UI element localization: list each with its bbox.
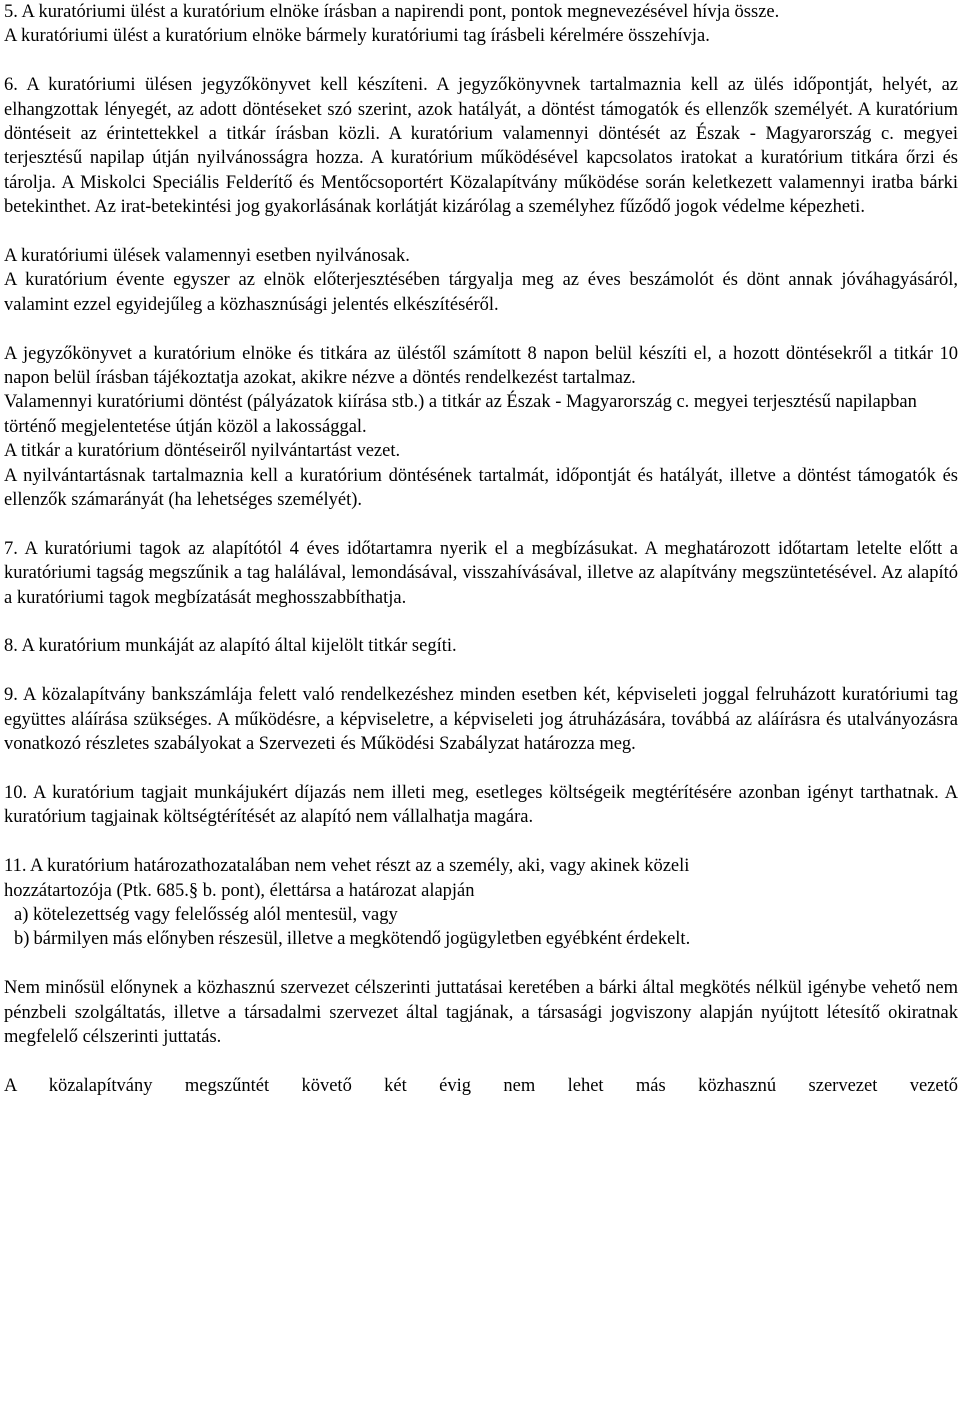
- spacer: [4, 830, 958, 854]
- paragraph-6-minutes: 6. A kuratóriumi ülésen jegyzőkönyvet kell készíteni. A jegyzőkönyvnek tartalmaznia kell az ülés időpontját, helyét, az elhangzottak lényegét, az adott döntéseket szó szerint, azok hatályát, a döntést támogatók és ellenzők személyét. A kuratórium döntéseit az érintettekkel a titkár írásban közli. A kuratórium valamennyi döntését az Észak - Magyarország c. megyei terjesztésű napilap útján nyilvánosságra hozza. A kuratórium működésével kapcsolatos iratokat a kuratórium titkára őrzi és tárolja. A Miskolci Speciális Felderítő és Mentőcsoportért Közalapítvány működése során keletkezett valamennyi iratba bárki betekinthet. Az irat-betekintési jog gyakorlásának korlátját kizárólag a személyhez fűződő jogok védelme képezheti.: [4, 75, 958, 218]
- paragraph-9-bank-account: 9. A közalapítvány bankszámlája felett való rendelkezéshez minden esetben két, képviseleti joggal felruházott kuratóriumi tag együttes aláírása szükséges. A működésre, a képviseletre, a képviseleti jog átruházására, továbbá az aláírásra és utalványozásra vonatkozó részletes szabályokat a Szervezeti és Működési Szabályzat határozza meg.: [4, 685, 958, 755]
- paragraph-6-annual-report: A kuratórium évente egyszer az elnök előterjesztésében tárgyalja meg az éves beszámolót és dönt annak jóváhagyásáról, valamint ezzel egyidejűleg a közhasznúsági jelentés elkészítéséről.: [4, 270, 958, 315]
- spacer: [4, 220, 958, 244]
- paragraph-6-minutes-deadline: A jegyzőkönyvet a kuratórium elnöke és titkára az üléstől számított 8 napon belül készíti el, a hozott döntésekről a titkár 10 napon belül írásban tájékoztatja azokat, akikre nézve a döntés rendelkezést tartalmaz.: [4, 343, 958, 389]
- paragraph-11-conflict: 11. A kuratórium határozathozatalában nem vehet részt az a személy, aki, vagy akinek közeli: [4, 856, 690, 877]
- paragraph-11-item-b: b) bármilyen más előnyben részesül, illetve a megkötendő jogügyletben egyébként érdekelt.: [14, 929, 691, 950]
- paragraph-11-item-a: a) kötelezettség vagy felelősség alól mentesül, vagy: [14, 904, 398, 925]
- paragraph-benefit-exception: Nem minősül előnynek a közhasznú szervezet célszerinti juttatásai keretében a bárki által megkötés nélkül igénybe vehető nem pénzbeli szolgáltatás, illetve a társadalmi szervezet által tagjának, a társasági jogviszony alapján nyújtott létesítő okiratnak megfelelő célszerinti juttatás.: [4, 978, 958, 1047]
- paragraph-11-relatives: hozzátartozója (Ptk. 685.§ b. pont), élettársa a határozat alapján: [4, 880, 475, 901]
- paragraph-5-request: A kuratóriumi ülést a kuratórium elnöke bármely kuratóriumi tag írásbeli kérelmére összehívja.: [4, 26, 710, 47]
- paragraph-10-remuneration: 10. A kuratórium tagjait munkájukért díjazás nem illeti meg, esetleges költségeik megtérítésére azonban igényt tarthatnak. A kuratórium tagjainak költségtérítését az alapító nem vállalhatja magára.: [4, 782, 958, 828]
- paragraph-7-mandate: 7. A kuratóriumi tagok az alapítótól 4 éves időtartamra nyerik el a megbízásukat. A meghatározott időtartam letelte előtt a kuratóriumi tagság megszűnik a tag halálával, lemondásával, visszahívásával, illetve az alapítvány megszüntetésével. Az alapító a kuratóriumi tagok megbízatását meghosszabbíthatja.: [4, 538, 958, 608]
- paragraph-after-dissolution: A közalapítvány megszűntét követő két évig nem lehet más közhasznú szervezet vezető: [4, 1075, 958, 1096]
- spacer: [4, 49, 958, 73]
- document-page: [4, 0, 958, 1098]
- paragraph-6-public: A kuratóriumi ülések valamennyi esetben nyilvánosak.: [4, 246, 410, 267]
- spacer: [4, 512, 958, 536]
- paragraph-6-records: A titkár a kuratórium döntéseiről nyilvántartást vezet.: [4, 441, 401, 462]
- spacer: [4, 1049, 958, 1073]
- paragraph-6-records-content: A nyilvántartásnak tartalmaznia kell a kuratórium döntésének tartalmát, időpontját és hatályát, illetve a döntést támogatók és ellenzők számarányát (ha lehetséges személyét).: [4, 465, 958, 511]
- spacer: [4, 610, 958, 634]
- spacer: [4, 757, 958, 781]
- spacer: [4, 952, 958, 976]
- spacer: [4, 317, 958, 341]
- paragraph-6-publication: Valamennyi kuratóriumi döntést (pályázatok kiírása stb.) a titkár az Észak - Magyarország c. megyei terjesztésű napilapban történő megjelentetése útján közöl a lakossággal.: [4, 392, 917, 437]
- paragraph-8-secretary: 8. A kuratórium munkáját az alapító által kijelölt titkár segíti.: [4, 636, 457, 657]
- spacer: [4, 659, 958, 683]
- paragraph-5-convening: 5. A kuratóriumi ülést a kuratórium elnöke írásban a napirendi pont, pontok megnevezésével hívja össze.: [4, 2, 780, 22]
